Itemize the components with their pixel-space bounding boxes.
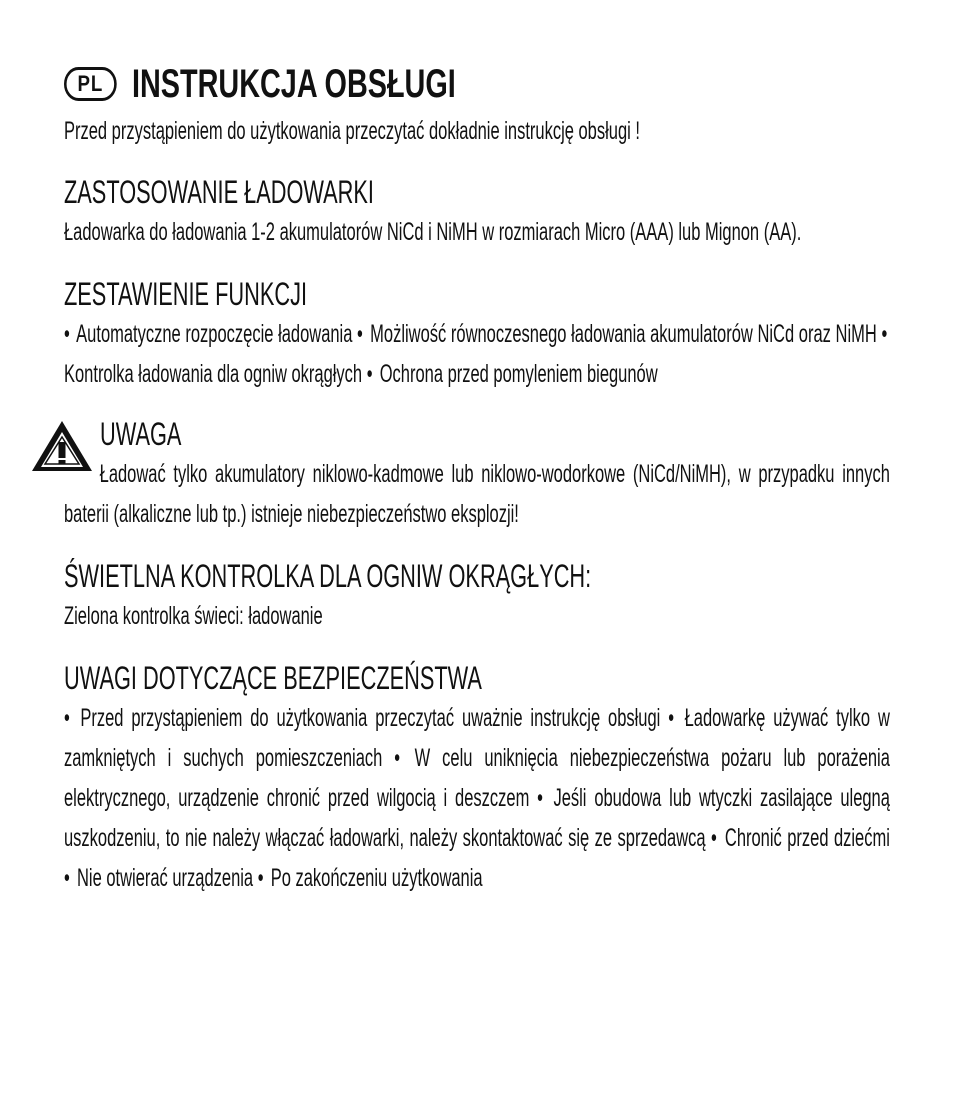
section-heading-warning: UWAGA [100,416,182,452]
safety-item: Chronić przed dziećmi [724,824,890,852]
bullet: • [668,704,675,732]
feature-item: Ochrona przed pomyleniem biegunów [379,360,658,388]
bullet: • [64,704,70,732]
section-heading-indicator: ŚWIETLNA KONTROLKA DLA OGNIW OKRĄGŁYCH: [64,558,592,594]
language-badge: PL [64,67,117,101]
feature-list [64,314,890,394]
bullet: • [394,744,401,772]
bullet: • [64,864,70,892]
safety-item: Ładowarkę używać tylko w zamkniętych i suchych pomieszczeniach [64,704,890,772]
section-heading-features: ZESTAWIENIE FUNKCJI [64,276,307,312]
feature-item: Możliwość równoczesnego ładowania akumulatorów NiCd oraz NiMH [370,320,877,348]
manual-page [64,58,890,898]
section-heading-application: ZASTOSOWANIE ŁADOWARKI [64,174,374,210]
safety-item: Nie otwierać urządzenia [77,864,254,892]
intro-text: Przed przystąpieniem do użytkowania przeczytać dokładnie instrukcję obsługi ! [64,117,640,145]
bullet: • [357,320,363,348]
bullet: • [257,864,264,892]
safety-list [64,698,890,898]
safety-item: Przed przystąpieniem do użytkowania przeczytać uważnie instrukcję obsługi [80,704,661,732]
section-heading-safety: UWAGI DOTYCZĄCE BEZPIECZEŃSTWA [64,660,482,696]
bullet: • [366,360,373,388]
page-title: INSTRUKCJA OBSŁUGI [132,61,456,106]
safety-item: Po zakończeniu użytkowania [270,864,483,892]
title-row [64,58,890,110]
safety-item: W celu uniknięcia niebezpieczeństwa pożaru lub porażenia elektrycznego, urządzenie chronić przed wilgocią i deszczem [64,744,890,812]
bullet: • [881,320,888,348]
section-text-application: Ładowarka do ładowania 1-2 akumulatorów NiCd i NiMH w rozmiarach Micro (AAA) lub Mignon (AA). [64,218,802,246]
bullet: • [537,784,543,812]
bullet: • [64,320,70,348]
section-text-warning: Ładować tylko akumulatory niklowo-kadmowe lub niklowo-wodorkowe (NiCd/NiMH), w przypadku innych baterii (alkaliczne lub tp.) istnieje niebezpieczeństwo eksplozji! [64,460,890,528]
feature-item: Kontrolka ładowania dla ogniw okrągłych [64,360,363,388]
warning-block [64,414,890,534]
section-text-indicator: Zielona kontrolka świeci: ładowanie [64,602,323,630]
safety-item: Jeśli obudowa lub wtyczki zasilające ulegną uszkodzeniu, to nie należy włączać ładowarki, należy skontaktować się ze sprzedawcą [64,784,890,852]
feature-item: Automatyczne rozpoczęcie ładowania [76,320,353,348]
bullet: • [711,824,717,852]
